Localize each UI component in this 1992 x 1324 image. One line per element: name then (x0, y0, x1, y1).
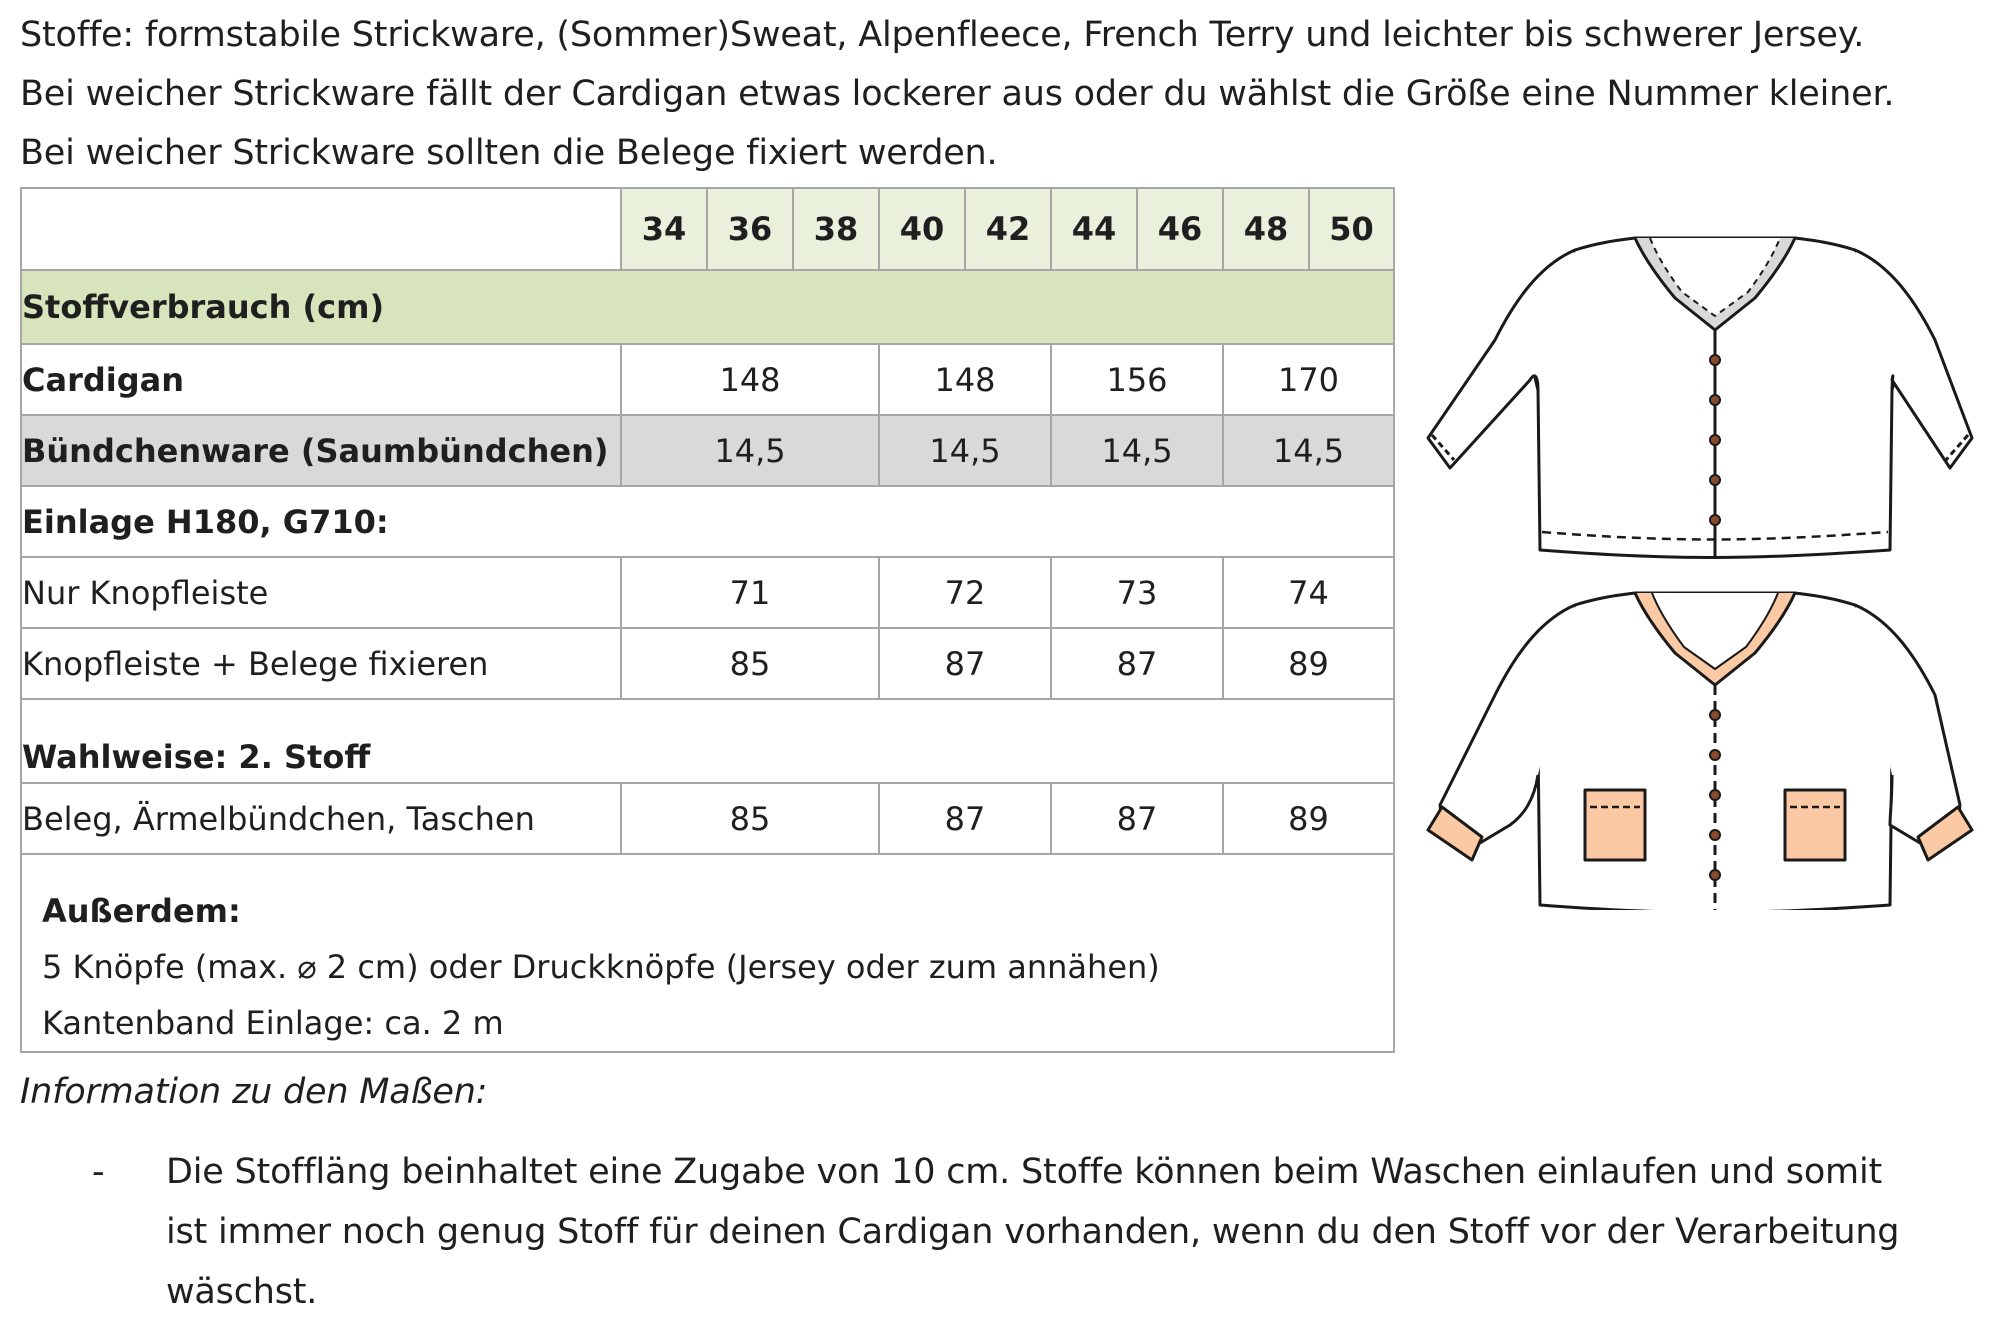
extras-line-tape: Kantenband Einlage: ca. 2 m (42, 1004, 504, 1042)
button-icon (1710, 475, 1720, 485)
value-cell: 73 (1051, 557, 1223, 628)
value-cell: 85 (621, 783, 879, 854)
button-icon (1710, 870, 1720, 880)
value-cell: 87 (1051, 783, 1223, 854)
cardigan-pockets-illustration (1428, 593, 1972, 910)
right-pocket (1785, 790, 1845, 860)
value-cell: 156 (1051, 344, 1223, 415)
table-row-cardigan (21, 344, 1394, 415)
value-cell: 74 (1223, 557, 1394, 628)
row-label: Beleg, Ärmelbündchen, Taschen (21, 783, 621, 854)
value-cell: 14,5 (1223, 415, 1394, 486)
section-row-interfacing (21, 486, 1394, 557)
button-icon (1710, 435, 1720, 445)
button-icon (1710, 790, 1720, 800)
size-38: 38 (793, 188, 879, 270)
table-row-button-placket (21, 557, 1394, 628)
button-icon (1710, 710, 1720, 720)
info-list-item (92, 1142, 1922, 1322)
value-cell: 148 (621, 344, 879, 415)
section-title-optional: Wahlweise: 2. Stoff (21, 699, 1394, 783)
value-cell: 89 (1223, 628, 1394, 699)
value-cell: 14,5 (621, 415, 879, 486)
button-icon (1710, 515, 1720, 525)
value-cell: 72 (879, 557, 1051, 628)
fabric-requirements-table (20, 187, 1395, 1053)
value-cell: 148 (879, 344, 1051, 415)
value-cell: 85 (621, 628, 879, 699)
row-label: Nur Knopfleiste (21, 557, 621, 628)
size-46: 46 (1137, 188, 1223, 270)
table-row-placket-facings (21, 628, 1394, 699)
empty-corner-cell (21, 188, 621, 270)
row-label: Cardigan (21, 344, 621, 415)
value-cell: 87 (879, 628, 1051, 699)
button-icon (1710, 750, 1720, 760)
extras-cell (21, 854, 1394, 1052)
value-cell: 14,5 (879, 415, 1051, 486)
size-34: 34 (621, 188, 707, 270)
size-42: 42 (965, 188, 1051, 270)
button-icon (1710, 355, 1720, 365)
button-icon (1710, 395, 1720, 405)
section-title-fabric: Stoffverbrauch (cm) (21, 270, 1394, 344)
cardigan-plain-illustration (1428, 238, 1972, 558)
button-icon (1710, 830, 1720, 840)
value-cell: 14,5 (1051, 415, 1223, 486)
row-label: Knopfleiste + Belege fixieren (21, 628, 621, 699)
extras-title: Außerdem: (42, 892, 241, 930)
size-50: 50 (1309, 188, 1394, 270)
bullet-dash: - (92, 1152, 105, 1192)
size-header-row (21, 188, 1394, 270)
section-row-fabric (21, 270, 1394, 344)
extras-line-buttons: 5 Knöpfe (max. ⌀ 2 cm) oder Druckknöpfe (Jersey oder zum annähen) (42, 948, 1160, 986)
table-row-ribbing (21, 415, 1394, 486)
size-36: 36 (707, 188, 793, 270)
info-item-text: Die Stoffläng beinhaltet eine Zugabe von 10 cm. Stoffe können beim Waschen einlaufen und somit ist immer noch genug Stoff für deinen Cardigan vorhanden, wenn du den Stoff vor der Verarbeitung wäschst. (166, 1152, 1900, 1312)
size-40: 40 (879, 188, 965, 270)
value-cell: 170 (1223, 344, 1394, 415)
table-row-second-fabric (21, 783, 1394, 854)
section-title-interfacing: Einlage H180, G710: (21, 486, 1394, 557)
info-heading: Information zu den Maßen: (20, 1072, 488, 1112)
size-44: 44 (1051, 188, 1137, 270)
value-cell: 87 (879, 783, 1051, 854)
fabric-intro-text: Stoffe: formstabile Strickware, (Sommer)Sweat, Alpenfleece, French Terry und leichter bis schwerer Jersey. Bei weicher Strickware fällt der Cardigan etwas lockerer aus oder du wählst die Größe eine Nummer kleiner. Bei weicher Strickware sollten die Belege fixiert werden. (20, 15, 1895, 173)
section-row-optional (21, 699, 1394, 783)
cardigan-illustrations (1420, 220, 1980, 910)
size-48: 48 (1223, 188, 1309, 270)
value-cell: 71 (621, 557, 879, 628)
table-row-extras (21, 854, 1394, 1052)
value-cell: 87 (1051, 628, 1223, 699)
row-label: Bündchenware (Saumbündchen) (21, 415, 621, 486)
value-cell: 89 (1223, 783, 1394, 854)
left-pocket (1585, 790, 1645, 860)
